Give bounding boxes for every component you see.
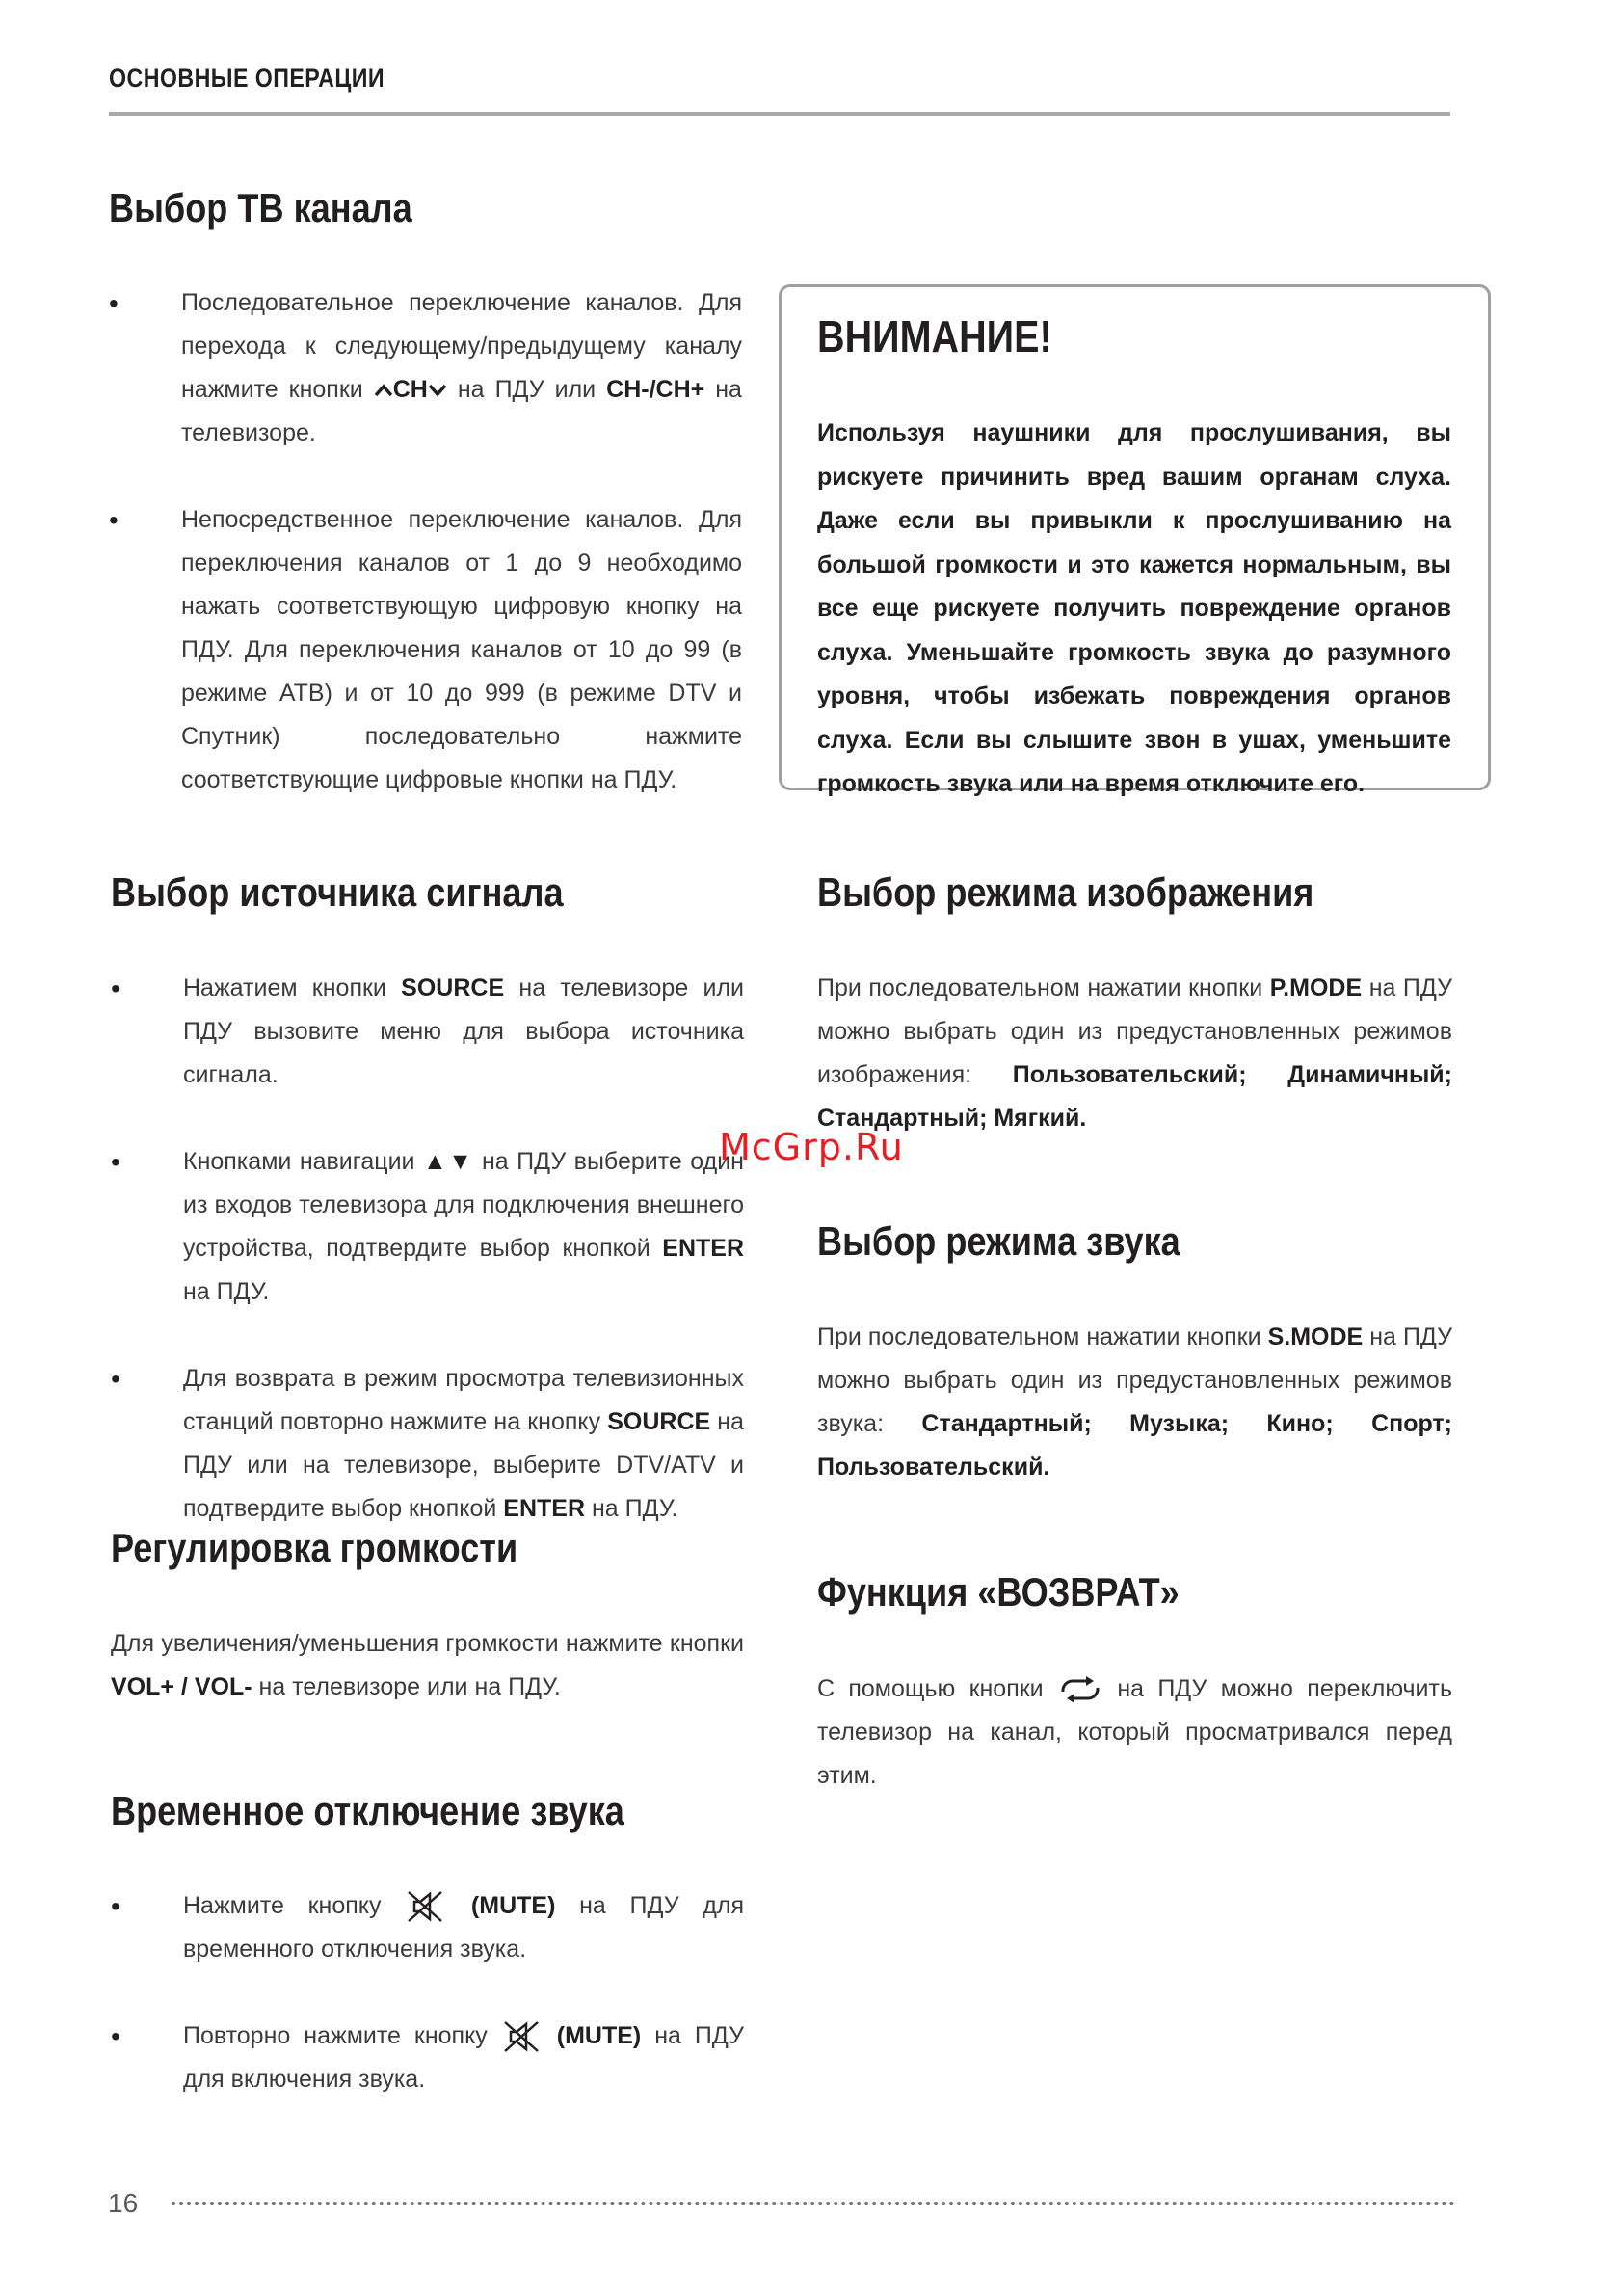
section-title-sound-mode: Выбор режима звука [817,1218,1180,1264]
bullet-text: на ПДУ для временного отключения звука. [183,1892,744,1962]
paragraph-text: При последовательном нажатии кнопки [817,974,1263,1001]
paragraph-text: на ПДУ можно выбрать один из предустановленных режимов изображения: [817,974,1452,1088]
bullet-dot: • [111,974,120,1003]
bullet-text: на ПДУ для включения звука. [183,2022,744,2093]
key-enter: ENTER [662,1235,744,1262]
return-arrows-icon [1057,1675,1103,1704]
volume-text [111,1622,744,1709]
bullet-text: Повторно нажмите кнопку [183,2022,488,2049]
bullet-text: на ПДУ или [457,376,597,403]
key-ch: CH [392,376,428,403]
section-title-mute: Временное отключение звука [111,1788,624,1833]
key-source: SOURCE [401,974,505,1001]
header-rule [109,112,1450,116]
sound-mode-text [817,1316,1452,1489]
picture-mode-text [817,967,1452,1140]
key-vol: VOL+ / VOL- [111,1673,252,1700]
paragraph-text: С помощью кнопки [817,1675,1044,1702]
bullet-text: Непосредственное переключение каналов. Для переключения каналов от 1 до 9 необходимо нажать соответствующую цифровую кнопку на ПДУ. Для переключения каналов от 10 до 99 (в режиме АТВ) и от 10 до 999 (в режиме DTV и Спутник) последовательно нажмите соответствующие цифровые кнопки на ПДУ. [181,506,742,793]
bullet-dot: • [111,1147,120,1177]
warning-text: Используя наушники для прослушивания, вы рискуете причинить вред вашим органам слуха. Даже если вы привыкли к прослушиванию на большой громкости и это кажется нормальным, вы все еще рискуете получить повреждение органов слуха. Уменьшайте громкость звука до разумного уровня, чтобы избежать повреждения органов слуха. Если вы слышите звон в ушах, уменьшите громкость звука или на время отключите его. [817,419,1451,797]
watermark: McGrp.Ru [719,1126,904,1168]
paragraph-text: При последовательном нажатии кнопки [817,1323,1261,1350]
key-pmode: P.MODE [1269,974,1363,1001]
paragraph-text: на ПДУ можно выбрать один из предустановленных режимов звука: [817,1323,1453,1437]
bullet-item [111,2015,744,2101]
bullet-dot: • [111,2021,120,2051]
section-title-return: Функция «ВОЗВРАТ» [817,1569,1180,1615]
bullet-dot: • [109,288,119,318]
nav-arrows-icon: ▲▼ [422,1148,474,1175]
bullet-text: на ПДУ или на телевизоре, выберите DTV/ATV и подтвердите выбор кнопкой [183,1408,744,1522]
key-enter: ENTER [503,1495,586,1522]
tv-channel-section [109,281,742,802]
mute-speaker-icon [501,2020,544,2053]
bullet-text: на ПДУ выберите один из входов телевизора для подключения внешнего устройства, подтвердите выбор кнопкой [183,1148,744,1262]
bullet-item [109,498,742,802]
key-smode: S.MODE [1267,1323,1364,1350]
picture-modes-list: Пользовательский; Динамичный; Стандартный; Мягкий. [817,1061,1452,1132]
key-mute: (MUTE) [470,1892,556,1919]
source-section [111,967,744,1531]
bullet-text: на телевизоре. [181,376,742,446]
bullet-text: Кнопками навигации [183,1148,415,1175]
key-source: SOURCE [607,1408,711,1435]
bullet-dot: • [111,1364,120,1394]
page-number: 16 [108,2188,139,2218]
chevron-up-icon [374,384,393,397]
bullet-item [109,281,742,455]
bullet-text: Нажмите кнопку [183,1892,382,1919]
bullet-item [111,1357,744,1531]
running-header: ОСНОВНЫЕ ОПЕРАЦИИ [109,64,385,93]
bullet-text: на ПДУ. [591,1495,678,1522]
footer-dotted-rule [172,2202,1455,2205]
section-title-picture-mode: Выбор режима изображения [817,869,1314,915]
bullet-item [111,967,744,1097]
sound-modes-list: Стандартный; Музыка; Кино; Спорт; Пользовательский. [817,1410,1453,1481]
section-title-volume: Регулировка громкости [111,1525,518,1570]
bullet-text: на телевизоре или ПДУ вызовите меню для выбора источника сигнала. [183,974,745,1088]
bullet-text: Последовательное переключение каналов. Для перехода к следующему/предыдущему каналу нажмите кнопки [181,289,742,403]
bullet-item [111,1884,744,1971]
key-ch-minus-plus: CH-/CH+ [606,376,705,403]
bullet-dot: • [109,505,119,535]
bullet-text: Для возврата в режим просмотра телевизионных станций повторно нажмите на кнопку [183,1365,744,1435]
section-title-source: Выбор источника сигнала [111,869,564,915]
return-text [817,1668,1452,1798]
mute-section [111,1884,744,2101]
chevron-down-icon [428,384,447,397]
paragraph-text: на ПДУ можно переключить телевизор на канал, который просматривался перед этим. [817,1675,1452,1789]
paragraph-text: на телевизоре или на ПДУ. [258,1673,561,1700]
paragraph-text: Для увеличения/уменьшения громкости нажмите кнопки [111,1630,744,1657]
bullet-text: на ПДУ. [183,1278,270,1305]
bullet-item [111,1140,744,1314]
key-mute: (MUTE) [556,2022,642,2049]
mute-speaker-icon [405,1890,447,1923]
section-title-tv-channel: Выбор ТВ канала [109,185,412,230]
bullet-dot: • [111,1891,120,1921]
bullet-text: Нажатием кнопки [183,974,386,1001]
warning-title: ВНИМАНИЕ! [817,311,1052,361]
